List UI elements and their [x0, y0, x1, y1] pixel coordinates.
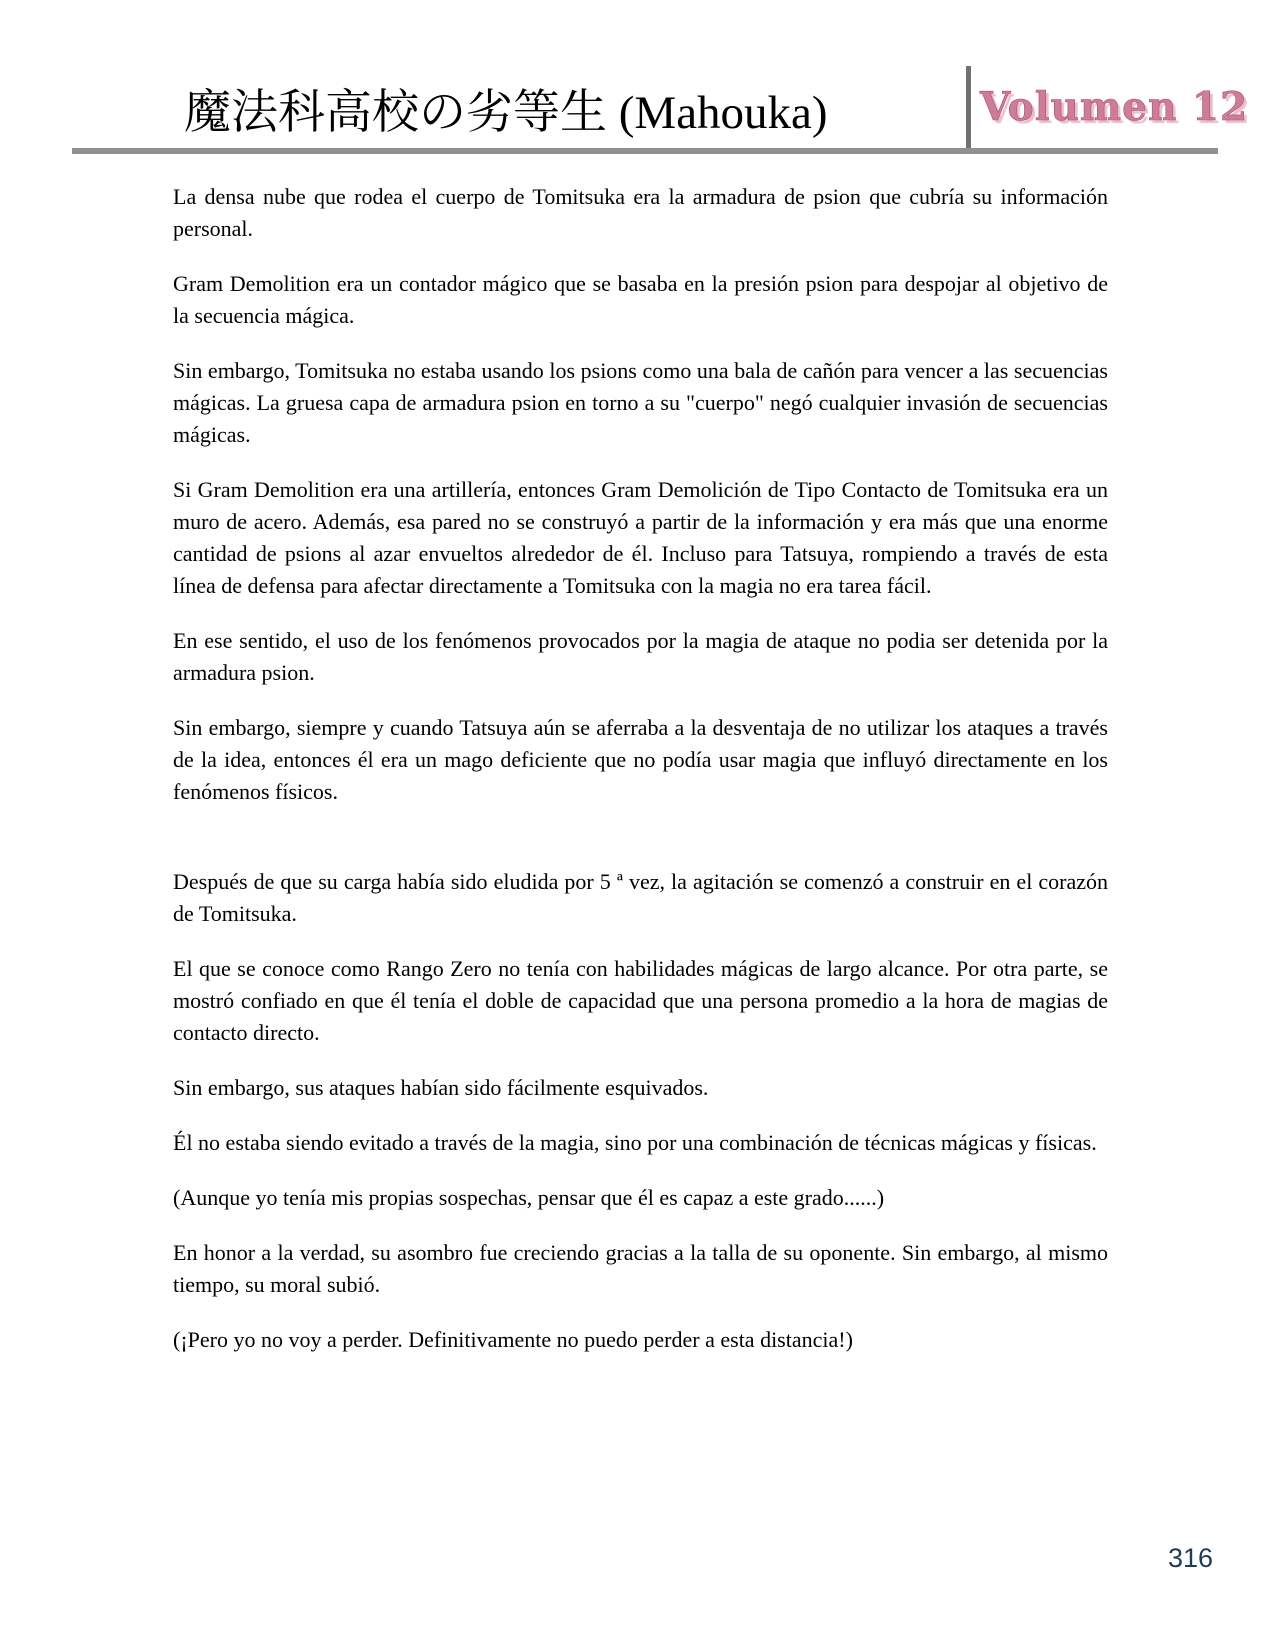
paragraph: Sin embargo, sus ataques habían sido fácilmente esquivados.	[173, 1075, 709, 1100]
page-number: 316	[1167, 1543, 1213, 1573]
paragraph: (Aunque yo tenía mis propias sospechas, pensar que él es capaz a este grado......)	[173, 1185, 885, 1210]
paragraph: El que se conoce como Rango Zero no tenía con habilidades mágicas de largo alcance. Por otra parte, se mostró confiado en que él tenía el doble de capacidad que una persona promedio a la hora de magias de contacto directo.	[173, 956, 1108, 1045]
paragraph: Sin embargo, Tomitsuka no estaba usando los psions como una bala de cañón para vencer a las secuencias mágicas. La gruesa capa de armadura psion en torno a su "cuerpo" negó cualquier invasión de secuencias mágicas.	[173, 358, 1108, 447]
paragraph: La densa nube que rodea el cuerpo de Tomitsuka era la armadura de psion que cubría su información personal.	[173, 184, 1108, 241]
paragraph: Después de que su carga había sido eludida por 5 ª vez, la agitación se comenzó a construir en el corazón de Tomitsuka.	[173, 869, 1108, 926]
page-header	[72, 0, 1249, 154]
volume-box	[966, 66, 1249, 148]
paragraph: En ese sentido, el uso de los fenómenos provocados por la magia de ataque no podia ser detenida por la armadura psion.	[173, 628, 1108, 685]
paragraph: (¡Pero yo no voy a perder. Definitivamente no puedo perder a esta distancia!)	[173, 1327, 853, 1352]
body-text	[173, 181, 1108, 1379]
page-title: 魔法科高校の劣等生 (Mahouka)	[184, 87, 828, 140]
volume-label: Volumen 12	[980, 84, 1249, 130]
paragraph: Sin embargo, siempre y cuando Tatsuya aún se aferraba a la desventaja de no utilizar los ataques a través de la idea, entonces él era un mago deficiente que no podía usar magia que influyó directamente en los fenómenos físicos.	[173, 715, 1108, 804]
paragraph: Él no estaba siendo evitado a través de la magia, sino por una combinación de técnicas mágicas y físicas.	[173, 1130, 1097, 1155]
title-wrap	[72, 88, 966, 148]
paragraph: En honor a la verdad, su asombro fue creciendo gracias a la talla de su oponente. Sin embargo, al mismo tiempo, su moral subió.	[173, 1240, 1108, 1297]
paragraph: Gram Demolition era un contador mágico que se basaba en la presión psion para despojar al objetivo de la secuencia mágica.	[173, 271, 1108, 328]
paragraph: Si Gram Demolition era una artillería, entonces Gram Demolición de Tipo Contacto de Tomitsuka era un muro de acero. Además, esa pared no se construyó a partir de la información y era más que una enorme cantidad de psions al azar envueltos alrededor de él. Incluso para Tatsuya, rompiendo a través de esta línea de defensa para afectar directamente a Tomitsuka con la magia no era tarea fácil.	[173, 477, 1108, 598]
